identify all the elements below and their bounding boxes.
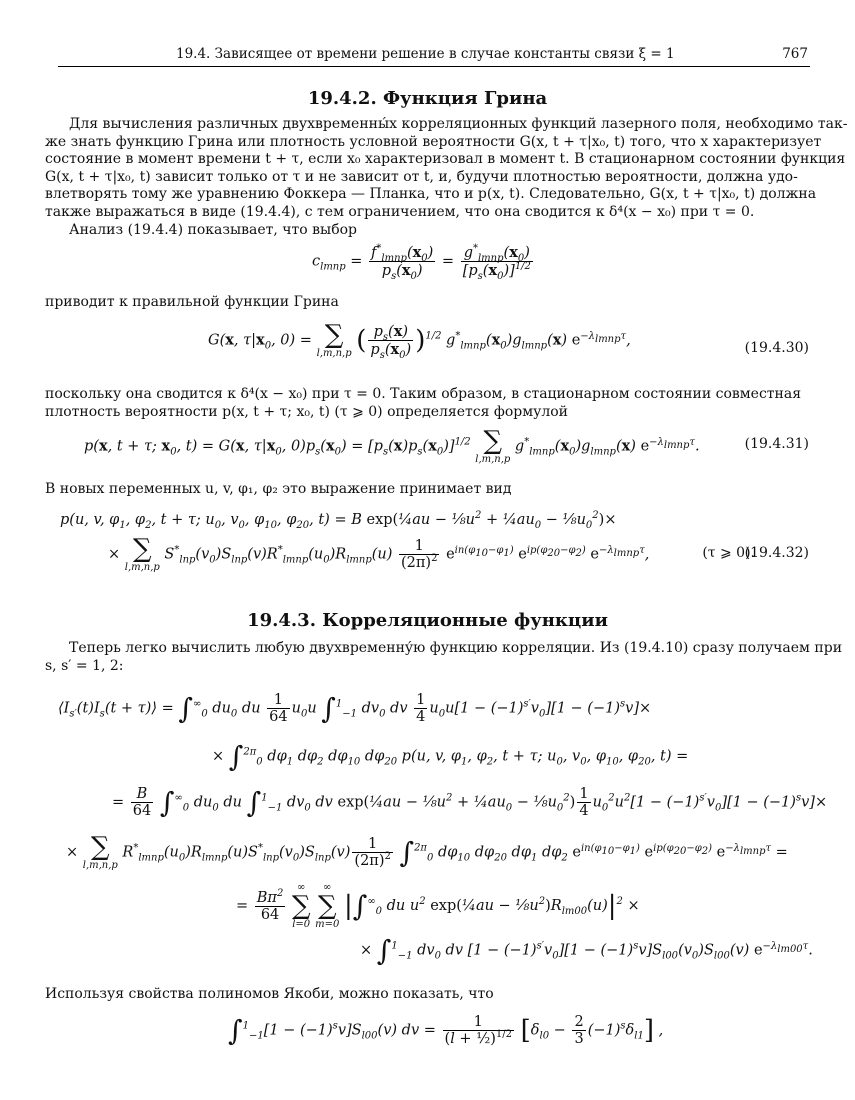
running-header — [58, 44, 810, 67]
paragraph-leads-to — [45, 294, 810, 312]
paragraph-analysis — [45, 222, 810, 240]
text-line: плотность вероятности p(x, t + τ; x₀, t) (τ ⩾ 0) определяется формулой — [45, 403, 568, 420]
text-line: s, s′ = 1, 2: — [45, 657, 124, 674]
equation-jacobi-integral: $\int^1_{-1}[1 - (-1)^sv]S_{l00}(v)$ dv = $\frac{1}{(l + \frac{1}{2})^{1/2}}$ [$\delta_{l0}$ − $\frac{2}{3}$ $(-1)^s\delta_{l1}$] , — [228, 1014, 664, 1047]
section-title-correlation-functions: 19.4.3. Корреляционные функции — [247, 610, 608, 631]
equation-19-4-31: p(x, t + τ; $x_0$, t) = G(x, $\tau|x_0$, $0)p_s(x_0) = [p_s(x)p_s(x_0)]^{1/2}$ ∑ l,m,n,p $g^*_{lmnp}(x_0)g_{lmnp}(x)$ $e^{-\lambda_{lmnp}\tau}$. — [84, 426, 700, 465]
paragraph-correlation — [45, 640, 843, 675]
text-line: G(x, t + τ|x₀, t) зависит только от τ и не зависит от t, и, будучи плотностью вероятности, должна удо- — [45, 168, 798, 185]
equation-correlation-line4: × ∑ l,m,n,p $R^*_{lmnp}(u_0)R_{lmnp}(u)S^*_{lnp}(v_0)S_{lnp}(v)$ $\frac{1}{(2\pi)^2}$ ∫$^{2\pi}_0$ $d\varphi_{10}$ $d\varphi_{20}$ $d\varphi_1$ $d\varphi_2$ $e^{in(\varphi_{10}-\varphi_1)}$ $e^{ip(\varphi_{20}-\varphi_2)}$ $e^{-\lambda_{lmnp}\tau}$ = — [66, 832, 788, 871]
paragraph-reduces — [45, 386, 810, 421]
text-line: влетворять тому же уравнению Фоккера — Планка, что и p(x, t). Следовательно, G(x, t + τ|x₀, t) должна — [45, 186, 817, 203]
equation-correlation-line2: × ∫$^{2\pi}_0$ $d\varphi_1$ $d\varphi_2$ $d\varphi_{10}$ $d\varphi_{20}$ p(u, v, $\varphi_1$, $\varphi_2$, t + τ; $u_0$, $v_0$, $\varphi_{10}$, $\varphi_{20}$, t) = — [212, 740, 689, 773]
equation-19-4-32-line2: × ∑ l,m,n,p $S^*_{lnp}(v_0)S_{lnp}(v)R^*_{lmnp}(u_0)R_{lmnp}(u)$ $\frac{1}{(2\pi)^2}$ $e^{in(\varphi_{10}-\varphi_1)}$ $e^{ip(\varphi_{20}-\varphi_2)}$ $e^{-\lambda_{lmnp}\tau}$, — [108, 534, 650, 573]
section-title-green-function: 19.4.2. Функция Грина — [307, 88, 548, 109]
equation-number: (19.4.30) — [744, 340, 809, 356]
text-line: Анализ (19.4.4) показывает, что выбор — [69, 222, 358, 238]
equation-19-4-30: G(x, $\tau|x_0$, 0) = ∑ l,m,n,p ( $\frac{p_s(x)}{p_s(x_0)}$ )$^{1/2}$ $g^*_{lmnp}(x_0)g_{lmnp}(x)$ $e^{-\lambda_{lmnp}\tau}$, — [208, 320, 631, 361]
text-line: Для вычисления различных двухвременны́х корреляционных функций лазерного поля, необходимо так- — [69, 116, 848, 132]
text-line: Теперь легко вычислить любую двухвременну́ю функцию корреляции. Из (19.4.10) сразу получаем при — [69, 640, 843, 656]
equation-number: (19.4.32) — [744, 545, 809, 561]
text-line: приводит к правильной функции Грина — [45, 294, 339, 310]
text-line: поскольку она сводится к δ⁴(x − x₀) при τ = 0. Таким образом, в стационарном состоянии совместная — [45, 386, 802, 402]
paragraph-jacobi — [45, 986, 810, 1004]
text-line: состояние в момент времени t + τ, если x₀ характеризовал в момент t. В стационарном состоянии функция — [45, 151, 846, 168]
text-line: также выражаться в виде (19.4.4), с тем ограничением, что она сводится к δ⁴(x − x₀) при τ = 0. — [45, 203, 755, 220]
paragraph-intro — [45, 116, 848, 222]
text-line: же знать функцию Грина или плотность условной вероятности G(x, t + τ|x₀, t) того, что x характеризует — [45, 133, 822, 150]
paragraph-new-variables — [45, 481, 810, 499]
equation-correlation-line6: × ∫$^1_{-1}$ $dv_0$ dv $[1 - (-1)^{s'}v_0][1 - (-1)^sv]S_{l00}(v_0)S_{l00}(v)$ $e^{-\lambda_{lm00}\tau}$. — [360, 934, 813, 967]
equation-condition: (τ ⩾ 0). — [702, 545, 755, 561]
equation-c-lmnp: $c_{lmnp}$ = $\frac{f^*_{lmnp}(x_0)}{p_s(x_0)}$ = $\frac{g^*_{lmnp}(x_0)}{[p_s(x_0)]^{1/2}}$ — [312, 243, 531, 282]
equation-19-4-32-line1: p(u, v, $\varphi_1$, $\varphi_2$, t + τ; $u_0$, $v_0$, $\varphi_{10}$, $\varphi_{20}$, t) = B exp(¼au − $\frac{1}{8}u^2$ + $\frac{1}{4}au_0$ − $\frac{1}{8}u_0^2)\times$ — [60, 510, 617, 531]
text-line: Используя свойства полиномов Якоби, можно показать, что — [45, 986, 494, 1002]
equation-number: (19.4.31) — [744, 436, 809, 452]
equation-correlation-line5: = $\frac{B\pi^2}{64}$ ∞ ∑ l=0 ∞ ∑ m=0 $|\int^\infty_0$ du $u^2$ exp(¼au − $\frac{1}{8}u^2)R_{lm00}(u)|^2$ × — [236, 882, 640, 930]
running-header-title: 19.4. Зависящее от времени решение в случае константы связи ξ = 1 — [176, 46, 675, 62]
equation-correlation-line3: = $\frac{B}{64}$ $\int^\infty_0$ $du_0$ du ∫$^1_{-1}$ $dv_0$ dv exp(¼au − $\frac{1}{8}u^2$ + $\frac{1}{4}au_0$ − $\frac{1}{8}u_0^2$) $\frac{1}{4}$ $u_0^2u^2[1 - (-1)^{s'}v_0][1 - (-1)^sv]\times$ — [112, 786, 828, 819]
text-line: В новых переменных u, v, φ₁, φ₂ это выражение принимает вид — [45, 481, 512, 497]
page-number: 767 — [782, 46, 808, 62]
equation-correlation-line1: $⟨I_{s'}(t)I_s(t$ + τ)⟩ = $\int^\infty_0$ $du_0$ du $\frac{1}{64}$ $u_0u$ ∫$^1_{-1}$ $dv_0$ dv $\frac{1}{4}$ $u_0u[1 - (-1)^{s'}v_0][1 - (-1)^sv]\times$ — [58, 692, 652, 725]
